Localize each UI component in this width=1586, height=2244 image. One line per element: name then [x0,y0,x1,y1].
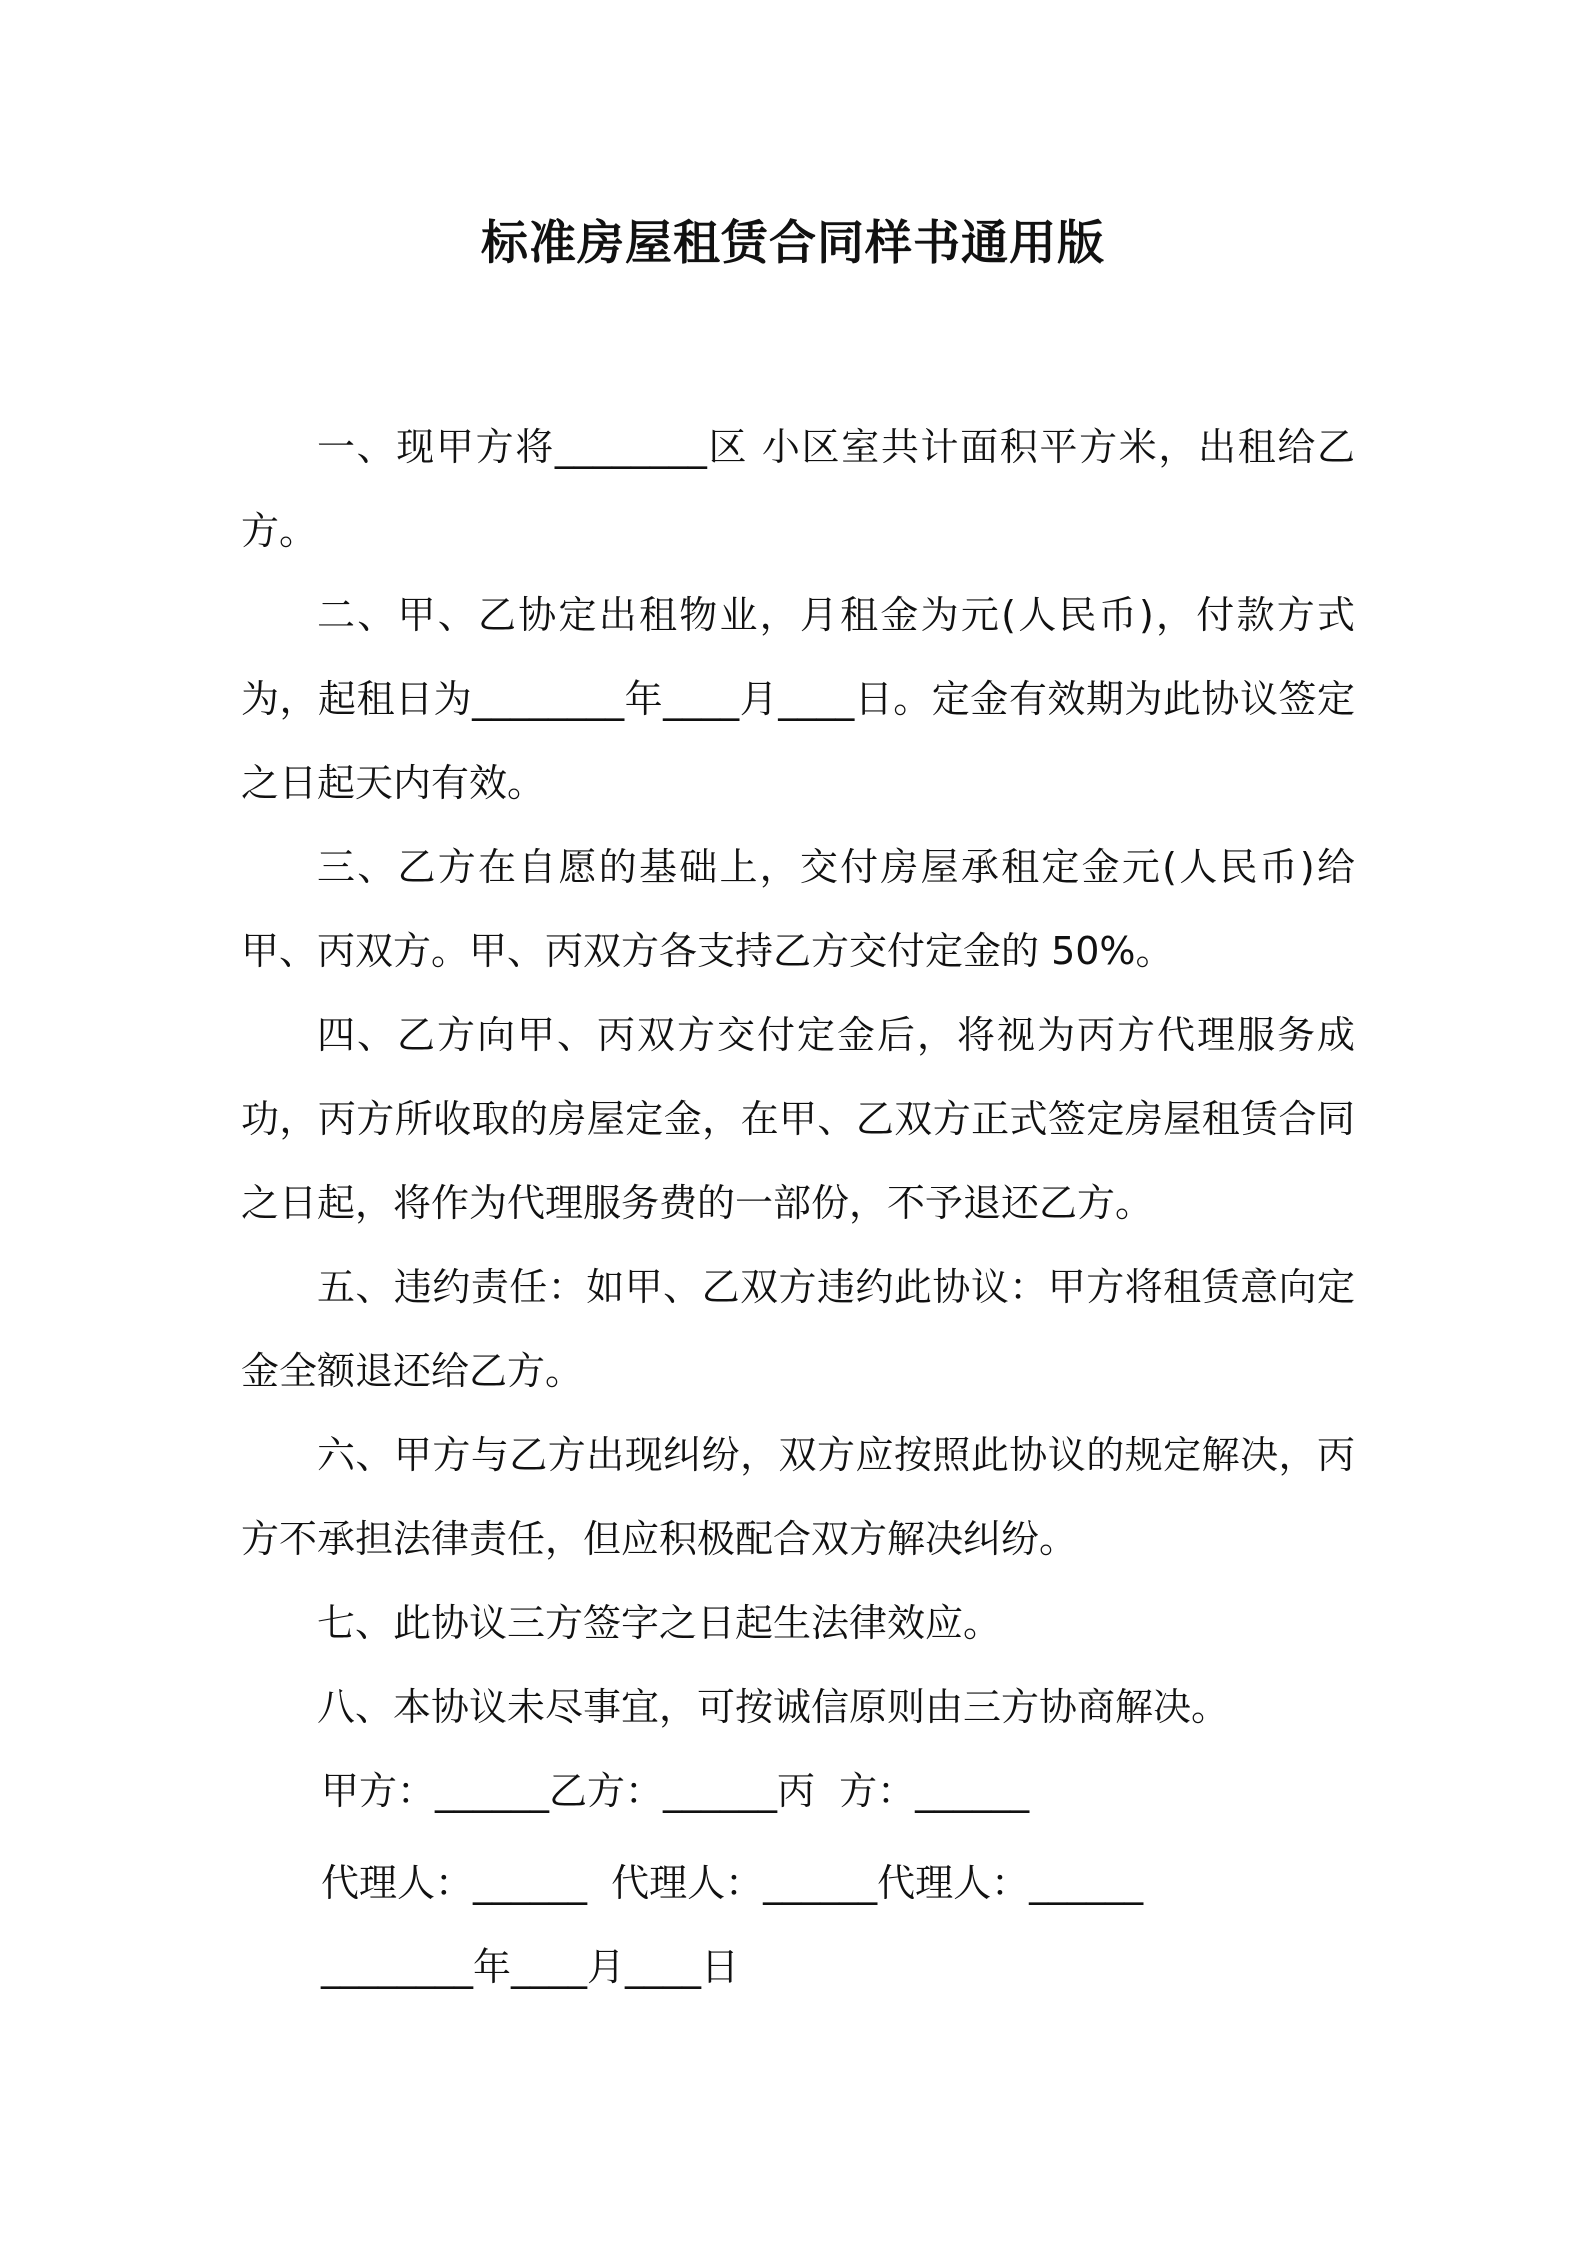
document-title: 标准房屋租赁合同样书通用版 [481,216,1105,271]
clause-7: 七、此协议三方签字之日起生法律效应。 [317,1601,1002,1645]
signature-date-line: ________年____月____日 [321,1945,740,1989]
clause-2: 二、甲、乙协定出租物业，月租金为元(人民币)，付款方式为，起租日为________年____月____日。定金有效期为此协议签定之日起天内有效。 [241,593,1355,805]
clause-6: 六、甲方与乙方出现纠纷，双方应按照此协议的规定解决，丙方不承担法律责任，但应积极配合双方解决纠纷。 [241,1433,1355,1561]
document-body [241,405,1355,2009]
clause-8: 八、本协议未尽事宜，可按诚信原则由三方协商解决。 [317,1685,1230,1729]
signature-agents-line: 代理人：______ 代理人：______代理人：______ [321,1861,1144,1905]
clause-3: 三、乙方在自愿的基础上，交付房屋承租定金元(人民币)给甲、丙双方。甲、丙双方各支持乙方交付定金的 50%。 [241,845,1355,973]
clause-5: 五、违约责任：如甲、乙双方违约此协议：甲方将租赁意向定金全额退还给乙方。 [241,1265,1355,1393]
clause-4: 四、乙方向甲、丙双方交付定金后，将视为丙方代理服务成功，丙方所收取的房屋定金，在甲、乙双方正式签定房屋租赁合同之日起，将作为代理服务费的一部份，不予退还乙方。 [241,1013,1355,1225]
signature-parties-line: 甲方：______乙方：______丙 方：______ [321,1769,1030,1813]
clause-1: 一、现甲方将________区 小区室共计面积平方米，出租给乙方。 [241,425,1355,553]
